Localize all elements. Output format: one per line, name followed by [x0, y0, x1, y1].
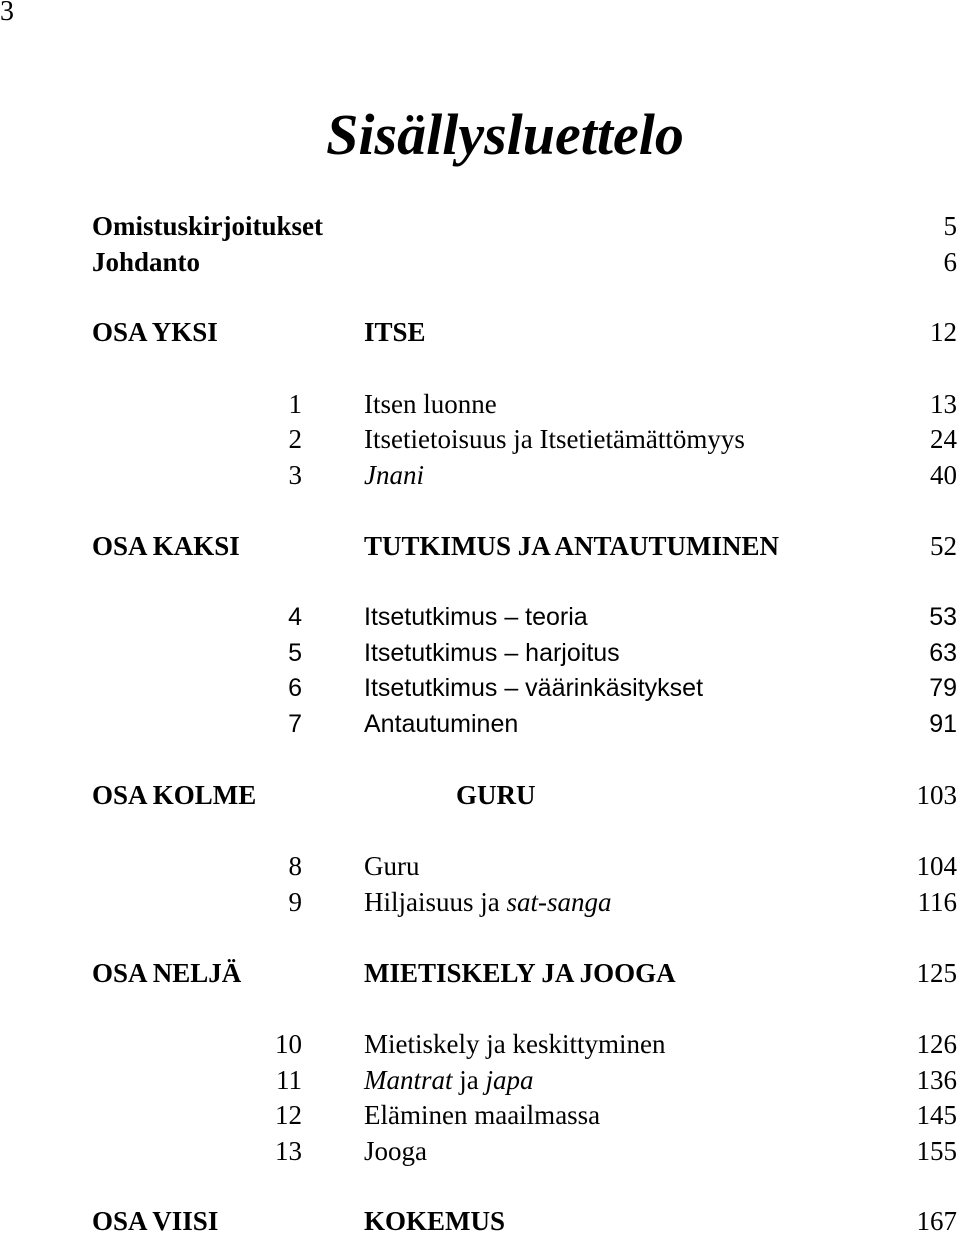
- part-title: MIETISKELY JA JOOGA: [364, 958, 676, 988]
- toc-page-number: 125: [916, 958, 957, 988]
- toc-page-number: 13: [930, 389, 957, 419]
- chapter-number: 8: [288, 851, 302, 881]
- toc-chapter-entry[interactable]: [0, 421, 960, 457]
- chapter-number: 6: [288, 674, 302, 702]
- chapter-number: 4: [288, 603, 302, 631]
- part-label: OSA VIISI: [92, 1206, 219, 1236]
- chapter-number: 11: [276, 1065, 302, 1095]
- chapter-title: Itsetutkimus – teoria: [364, 603, 588, 631]
- page-number: 3: [0, 0, 14, 27]
- part-label: OSA YKSI: [92, 317, 218, 347]
- toc-page-number: 24: [930, 424, 957, 454]
- toc-page-number: 79: [929, 674, 957, 702]
- chapter-title: Guru: [364, 851, 420, 881]
- chapter-title: Jnani: [364, 460, 424, 490]
- toc-chapter-entry[interactable]: [0, 635, 960, 671]
- toc-chapter-entry[interactable]: [0, 1133, 960, 1169]
- toc-chapter-entry[interactable]: [0, 884, 960, 920]
- toc-page-number: 63: [929, 639, 957, 667]
- chapter-title: Eläminen maailmassa: [364, 1100, 601, 1130]
- part-label: OSA KOLME: [92, 780, 257, 810]
- toc-page-number: 145: [916, 1100, 957, 1130]
- chapter-title-italic: sat-sanga: [506, 887, 612, 917]
- toc-entry-introduction[interactable]: [0, 244, 960, 280]
- chapter-number: 12: [275, 1100, 302, 1130]
- toc-page-number: 52: [930, 531, 957, 561]
- chapter-title: Jooga: [364, 1136, 427, 1166]
- toc-chapter-entry[interactable]: [0, 1097, 960, 1133]
- toc-page-number: 53: [929, 603, 957, 631]
- toc-part-heading[interactable]: [0, 955, 960, 991]
- chapter-number: 10: [275, 1029, 302, 1059]
- toc-entry-label: Johdanto: [92, 247, 201, 277]
- toc-chapter-entry[interactable]: [0, 1062, 960, 1098]
- toc-part-heading[interactable]: [0, 777, 960, 813]
- part-title: TUTKIMUS JA ANTAUTUMINEN: [364, 531, 780, 561]
- toc-part-heading[interactable]: [0, 528, 960, 564]
- chapter-title-italic: japa: [485, 1065, 534, 1095]
- page-title: Sisällysluettelo: [326, 102, 684, 167]
- chapter-number: 9: [288, 887, 302, 917]
- chapter-number: 1: [288, 389, 302, 419]
- chapter-title: [364, 1062, 534, 1098]
- toc-entry-label: Omistuskirjoitukset: [92, 211, 324, 241]
- part-label: OSA NELJÄ: [92, 958, 242, 988]
- chapter-number: 13: [275, 1136, 302, 1166]
- toc-chapter-entry[interactable]: [0, 706, 960, 742]
- chapter-title-italic: Mantrat: [364, 1065, 453, 1095]
- toc-page-number: 104: [916, 851, 957, 881]
- toc-chapter-entry[interactable]: [0, 848, 960, 884]
- toc-page-number: 5: [943, 211, 957, 241]
- toc-part-heading[interactable]: [0, 314, 960, 350]
- chapter-number: 2: [288, 424, 302, 454]
- chapter-title: Antautuminen: [364, 710, 519, 738]
- toc-page-number: 91: [929, 710, 957, 738]
- part-title: ITSE: [364, 317, 426, 347]
- toc-page-number: 116: [917, 887, 957, 917]
- chapter-title: Itsen luonne: [364, 389, 497, 419]
- toc-chapter-entry[interactable]: [0, 670, 960, 706]
- toc-page-number: 12: [930, 317, 957, 347]
- chapter-title-part: Hiljaisuus ja: [364, 887, 507, 917]
- chapter-number: 5: [288, 639, 302, 667]
- chapter-title: Itsetutkimus – väärinkäsitykset: [364, 674, 704, 702]
- toc-page-number: 103: [916, 780, 957, 810]
- toc-entry-dedications[interactable]: [0, 208, 960, 244]
- toc-part-heading[interactable]: [0, 1203, 960, 1239]
- chapter-title-part: ja: [452, 1065, 486, 1095]
- part-label: OSA KAKSI: [92, 531, 240, 561]
- chapter-number: 3: [288, 460, 302, 490]
- chapter-title: Mietiskely ja keskittyminen: [364, 1029, 666, 1059]
- chapter-number: 7: [288, 710, 302, 738]
- toc-chapter-entry[interactable]: [0, 599, 960, 635]
- toc-page-number: 126: [916, 1029, 957, 1059]
- chapter-title: Itsetutkimus – harjoitus: [364, 639, 620, 667]
- chapter-title: Itsetietoisuus ja Itsetietämättömyys: [364, 424, 745, 454]
- toc-page-number: 167: [916, 1206, 957, 1236]
- chapter-title: [364, 884, 612, 920]
- toc-chapter-entry[interactable]: [0, 457, 960, 493]
- toc-page-number: 6: [943, 247, 957, 277]
- part-title: GURU: [456, 780, 536, 810]
- toc-chapter-entry[interactable]: [0, 1026, 960, 1062]
- toc-page-number: 155: [916, 1136, 957, 1166]
- part-title: KOKEMUS: [364, 1206, 506, 1236]
- toc-page-number: 136: [916, 1065, 957, 1095]
- toc-page-number: 40: [930, 460, 957, 490]
- toc-chapter-entry[interactable]: [0, 386, 960, 422]
